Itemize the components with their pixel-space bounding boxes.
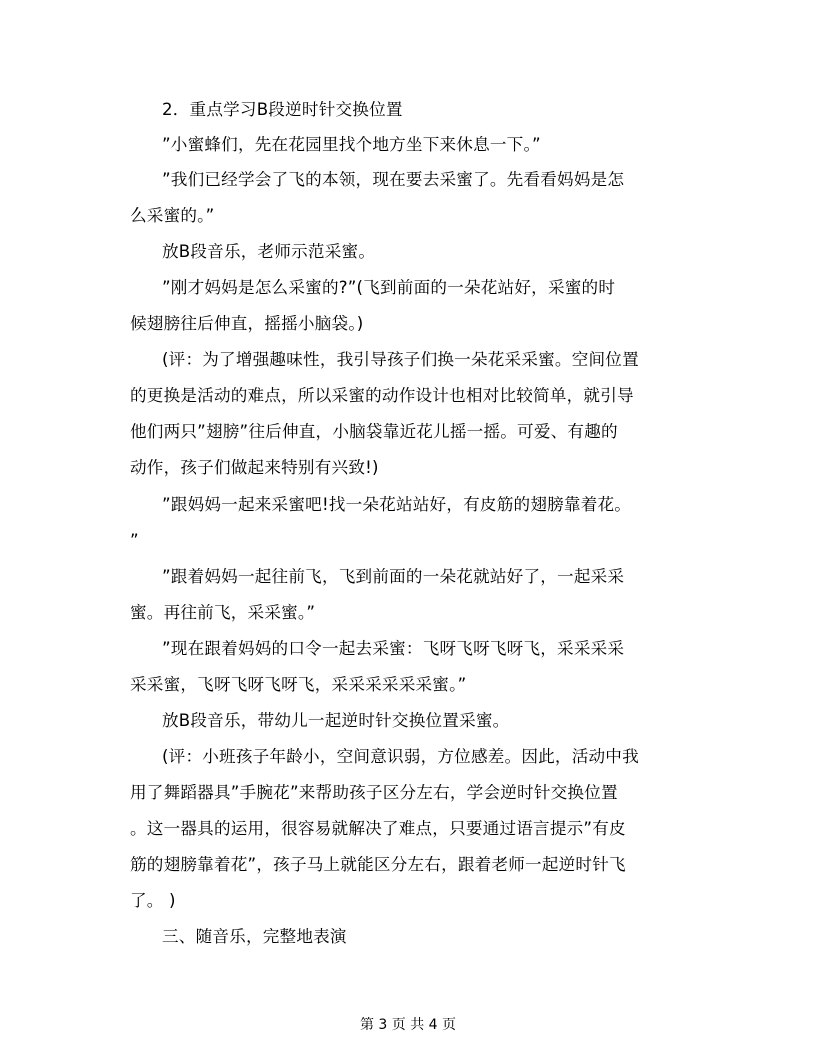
paragraph-line: ”我们已经学会了飞的本领，现在要去采蜜了。先看看妈妈是怎 <box>162 170 625 189</box>
paragraph-line: ”跟着妈妈一起往前飞，飞到前面的一朵花就站好了，一起采采 <box>162 567 625 586</box>
paragraph-line: 放B段音乐，老师示范采蜜。 <box>162 242 376 261</box>
paragraph-line: 放B段音乐，带幼儿一起逆时针交换位置采蜜。 <box>162 711 510 730</box>
paragraph-line: 采采蜜，飞呀飞呀飞呀飞，采采采采采采蜜。” <box>130 675 467 694</box>
comment-line: 。这一器具的运用，很容易就解决了难点，只要通过语言提示”有皮 <box>130 819 626 838</box>
comment-line: 筋的翅膀靠着花”，孩子马上就能区分左右，跟着老师一起逆时针飞 <box>130 855 626 874</box>
paragraph-line: ”小蜜蜂们，先在花园里找个地方坐下来休息一下。” <box>162 135 541 154</box>
paragraph-line: ”跟妈妈一起来采蜜吧!找一朵花站站好，有皮筋的翅膀靠着花。 <box>162 495 632 514</box>
paragraph-line: ”现在跟着妈妈的口令一起去采蜜：飞呀飞呀飞呀飞，采采采采 <box>162 639 625 658</box>
paragraph-line: ” <box>130 531 139 550</box>
comment-line: 用了舞蹈器具”手腕花”来帮助孩子区分左右，学会逆时针交换位置 <box>130 783 618 802</box>
comment-line: (评：为了增强趣味性，我引导孩子们换一朵花采采蜜。空间位置 <box>162 350 639 369</box>
page-footer: 第 3 页 共 4 页 <box>359 1017 457 1033</box>
comment-line: 动作，孩子们做起来特别有兴致!) <box>130 458 379 477</box>
comment-line: 的更换是活动的难点，所以采蜜的动作设计也相对比较简单，就引导 <box>130 386 634 405</box>
comment-line: 他们两只”翅膀”往后伸直，小脑袋靠近花儿摇一摇。可爱、有趣的 <box>130 422 618 441</box>
paragraph-line: 么采蜜的。” <box>130 206 215 225</box>
comment-line: (评：小班孩子年龄小，空间意识弱，方位感差。因此，活动中我 <box>162 747 639 766</box>
section-heading-3: 三、随音乐，完整地表演 <box>162 927 347 946</box>
comment-line: 了。 ) <box>130 891 176 910</box>
paragraph-line: ”刚才妈妈是怎么采蜜的?”(飞到前面的一朵花站好，采蜜的时 <box>162 278 616 297</box>
paragraph-line: 蜜。再往前飞，采采蜜。” <box>130 603 316 622</box>
section-heading-b: 2．重点学习B段逆时针交换位置 <box>162 100 403 119</box>
paragraph-line: 候翅膀往后伸直，摇摇小脑袋。) <box>130 314 364 333</box>
